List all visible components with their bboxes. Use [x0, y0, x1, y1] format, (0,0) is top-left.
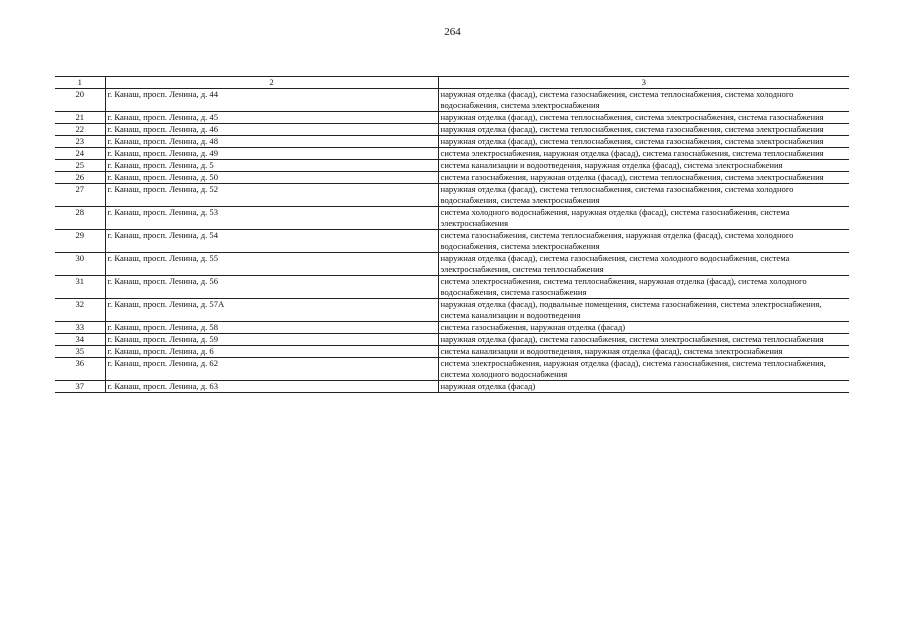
systems-cell: система электроснабжения, наружная отделка (фасад), система газоснабжения, система теплоснабжения — [438, 148, 849, 160]
row-number: 37 — [55, 381, 105, 393]
address-cell: г. Канаш, просп. Ленина, д. 63 — [105, 381, 438, 393]
systems-cell: система канализации и водоотведения, наружная отделка (фасад), система электроснабжения — [438, 160, 849, 172]
address-cell: г. Канаш, просп. Ленина, д. 56 — [105, 276, 438, 299]
row-number: 21 — [55, 112, 105, 124]
systems-cell: система электроснабжения, система теплоснабжения, наружная отделка (фасад), система холодного водоснабжения, система газоснабжения — [438, 276, 849, 299]
systems-cell: наружная отделка (фасад), система газоснабжения, система холодного водоснабжения, система электроснабжения, система теплоснабжения — [438, 253, 849, 276]
address-cell: г. Канаш, просп. Ленина, д. 6 — [105, 346, 438, 358]
row-number: 22 — [55, 124, 105, 136]
table-row — [55, 184, 849, 207]
row-number: 24 — [55, 148, 105, 160]
column-number: 1 — [55, 77, 105, 89]
systems-cell: наружная отделка (фасад), система теплоснабжения, система газоснабжения, система холодного водоснабжения, система электроснабжения — [438, 184, 849, 207]
table-row — [55, 346, 849, 358]
row-number: 27 — [55, 184, 105, 207]
address-cell: г. Канаш, просп. Ленина, д. 62 — [105, 358, 438, 381]
row-number: 35 — [55, 346, 105, 358]
address-cell: г. Канаш, просп. Ленина, д. 52 — [105, 184, 438, 207]
table-row — [55, 89, 849, 112]
table-row — [55, 299, 849, 322]
row-number: 28 — [55, 207, 105, 230]
table-row — [55, 112, 849, 124]
row-number: 33 — [55, 322, 105, 334]
address-cell: г. Канаш, просп. Ленина, д. 57А — [105, 299, 438, 322]
table-row — [55, 207, 849, 230]
table-row — [55, 136, 849, 148]
address-cell: г. Канаш, просп. Ленина, д. 59 — [105, 334, 438, 346]
table-row — [55, 160, 849, 172]
row-number: 26 — [55, 172, 105, 184]
column-number-row — [55, 77, 849, 89]
table-row — [55, 148, 849, 160]
systems-cell: система газоснабжения, система теплоснабжения, наружная отделка (фасад), система холодного водоснабжения, система электроснабжения — [438, 230, 849, 253]
systems-cell: система газоснабжения, наружная отделка (фасад), система теплоснабжения, система электроснабжения — [438, 172, 849, 184]
systems-cell: система канализации и водоотведения, наружная отделка (фасад), система электроснабжения — [438, 346, 849, 358]
page-number: 264 — [444, 26, 461, 38]
address-cell: г. Канаш, просп. Ленина, д. 45 — [105, 112, 438, 124]
table-row — [55, 334, 849, 346]
address-cell: г. Канаш, просп. Ленина, д. 54 — [105, 230, 438, 253]
address-cell: г. Канаш, просп. Ленина, д. 58 — [105, 322, 438, 334]
row-number: 20 — [55, 89, 105, 112]
table-row — [55, 358, 849, 381]
address-cell: г. Канаш, просп. Ленина, д. 48 — [105, 136, 438, 148]
table-row — [55, 230, 849, 253]
address-cell: г. Канаш, просп. Ленина, д. 49 — [105, 148, 438, 160]
address-cell: г. Канаш, просп. Ленина, д. 55 — [105, 253, 438, 276]
table-row — [55, 172, 849, 184]
systems-cell: система электроснабжения, наружная отделка (фасад), система газоснабжения, система теплоснабжения, система холодного водоснабжения — [438, 358, 849, 381]
table-row — [55, 253, 849, 276]
systems-cell: наружная отделка (фасад), подвальные помещения, система газоснабжения, система электроснабжения, система канализации и водоотведения — [438, 299, 849, 322]
systems-cell: наружная отделка (фасад) — [438, 381, 849, 393]
systems-cell: система холодного водоснабжения, наружная отделка (фасад), система газоснабжения, система электроснабжения — [438, 207, 849, 230]
systems-cell: наружная отделка (фасад), система газоснабжения, система теплоснабжения, система холодного водоснабжения, система электроснабжения — [438, 89, 849, 112]
address-cell: г. Канаш, просп. Ленина, д. 53 — [105, 207, 438, 230]
table-row — [55, 276, 849, 299]
systems-cell: наружная отделка (фасад), система газоснабжения, система электроснабжения, система теплоснабжения — [438, 334, 849, 346]
row-number: 34 — [55, 334, 105, 346]
systems-cell: система газоснабжения, наружная отделка (фасад) — [438, 322, 849, 334]
systems-cell: наружная отделка (фасад), система теплоснабжения, система газоснабжения, система электроснабжения — [438, 124, 849, 136]
table-row — [55, 381, 849, 393]
table-row — [55, 322, 849, 334]
table-row — [55, 124, 849, 136]
systems-cell: наружная отделка (фасад), система теплоснабжения, система электроснабжения, система газоснабжения — [438, 112, 849, 124]
systems-cell: наружная отделка (фасад), система теплоснабжения, система газоснабжения, система электроснабжения — [438, 136, 849, 148]
address-cell: г. Канаш, просп. Ленина, д. 46 — [105, 124, 438, 136]
building-systems-table — [55, 76, 849, 393]
row-number: 30 — [55, 253, 105, 276]
row-number: 36 — [55, 358, 105, 381]
row-number: 32 — [55, 299, 105, 322]
row-number: 25 — [55, 160, 105, 172]
column-number: 3 — [438, 77, 849, 89]
column-number: 2 — [105, 77, 438, 89]
row-number: 31 — [55, 276, 105, 299]
address-cell: г. Канаш, просп. Ленина, д. 50 — [105, 172, 438, 184]
address-cell: г. Канаш, просп. Ленина, д. 5 — [105, 160, 438, 172]
row-number: 29 — [55, 230, 105, 253]
row-number: 23 — [55, 136, 105, 148]
address-cell: г. Канаш, просп. Ленина, д. 44 — [105, 89, 438, 112]
